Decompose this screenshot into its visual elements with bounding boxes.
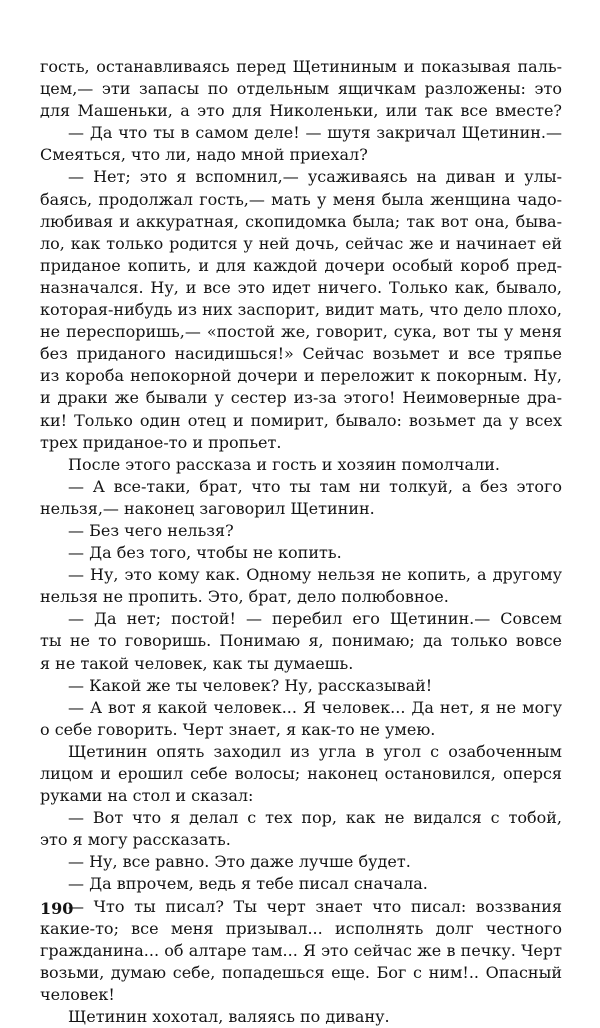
- text-line: ты не то говоришь. Понимаю я, понимаю; да только вовсе: [40, 631, 562, 651]
- text-line: и драки же бывали у сестер из-за этого! Неимоверные дра-: [40, 388, 562, 408]
- text-line: Смеяться, что ли, надо мной приехал?: [40, 145, 368, 165]
- text-line: баясь, продолжал гость,— мать у меня была женщина чадо-: [40, 189, 562, 209]
- text-line: приданое копить, и для каждой дочери особый короб пред-: [40, 255, 562, 275]
- text-line: назначался. Ну, и все это идет ничего. Только как, бывало,: [40, 277, 562, 297]
- text-line: — Без чего нельзя?: [68, 520, 234, 540]
- text-line: лицом и ерошил себе волосы; наконец остановился, оперся: [40, 764, 562, 783]
- text-line: — Ну, это кому как. Одному нельзя не копить, а другому: [68, 565, 562, 585]
- text-line: — Ну, все равно. Это даже лучше будет.: [68, 852, 411, 872]
- text-line: — Да без того, чтобы не копить.: [68, 543, 342, 563]
- text-line: это я могу рассказать.: [40, 830, 231, 850]
- text-line: — Нет; это я вспомнил,— усаживаясь на диван и улы-: [68, 167, 562, 187]
- text-line: — Да что ты в самом деле! — шутя закричал Щетинин.—: [68, 123, 562, 143]
- text-line: не переспоришь,— «постой же, говорит, сука, вот ты у меня: [40, 322, 562, 342]
- text-line: Щетинин опять заходил из угла в угол с озабоченным: [68, 741, 562, 761]
- text-line: из короба непокорной дочери и переложит к покорным. Ну,: [40, 366, 562, 386]
- text-line: возьми, думаю себе, попадешься еще. Бог с ним!.. Опасный: [40, 962, 562, 982]
- text-line: нельзя не пропить. Это, брат, дело полюбовное.: [40, 587, 449, 607]
- text-line: для Машеньки, а это для Николеньки, или так все вместе?: [40, 101, 562, 121]
- text-line: нельзя,— наконец заговорил Щетинин.: [40, 498, 375, 518]
- text-line: После этого рассказа и гость и хозяин помолчали.: [68, 454, 500, 474]
- text-line: гость, останавливаясь перед Щетининым и показывая паль-: [40, 57, 562, 76]
- text-line: человек!: [40, 984, 115, 1004]
- text-line: — А вот я какой человек... Я человек... Да нет, я не могу: [68, 697, 562, 717]
- page-text: [40, 56, 562, 1028]
- text-line: ки! Только один отец и помирит, бывало: возьмет да у всех: [40, 410, 562, 430]
- text-line: — Да нет; постой! — перебил его Щетинин.— Совсем: [68, 609, 562, 629]
- text-line: — Да впрочем, ведь я тебе писал сначала.: [68, 874, 428, 894]
- text-line: — А все-таки, брат, что ты там ни толкуй, а без этого: [68, 476, 562, 496]
- text-line: — Вот что я делал с тех пор, как не видался с тобой,: [68, 808, 562, 828]
- text-line: я не такой человек, как ты думаешь.: [40, 653, 354, 673]
- text-line: трех приданое-то и пропьет.: [40, 432, 282, 452]
- page-number: 190: [40, 899, 74, 918]
- text-line: — Какой же ты человек? Ну, рассказывай!: [68, 675, 433, 695]
- text-line: какие-то; все меня призывал... исполнять долг честного: [40, 918, 562, 938]
- text-line: любивая и аккуратная, скопидомка была; так вот она, быва-: [40, 211, 562, 231]
- text-line: без приданого насидишься!» Сейчас возьмет и все тряпье: [40, 344, 562, 364]
- text-line: гражданина... об алтаре там... Я это сейчас же в печку. Черт: [40, 940, 562, 960]
- text-line: руками на стол и сказал:: [40, 786, 254, 806]
- text-line: Щетинин хохотал, валяясь по дивану.: [68, 1007, 390, 1027]
- text-line: ло, как только родится у ней дочь, сейчас же и начинает ей: [40, 233, 562, 253]
- text-line: — Что ты писал? Ты черт знает что писал: воззвания: [68, 896, 562, 916]
- text-line: цем,— эти запасы по отдельным ящичкам разложены: это: [40, 79, 562, 99]
- text-line: о себе говорить. Черт знает, я как-то не умею.: [40, 719, 436, 739]
- text-line: которая-нибудь из них заспорит, видит мать, что дело плохо,: [40, 300, 562, 320]
